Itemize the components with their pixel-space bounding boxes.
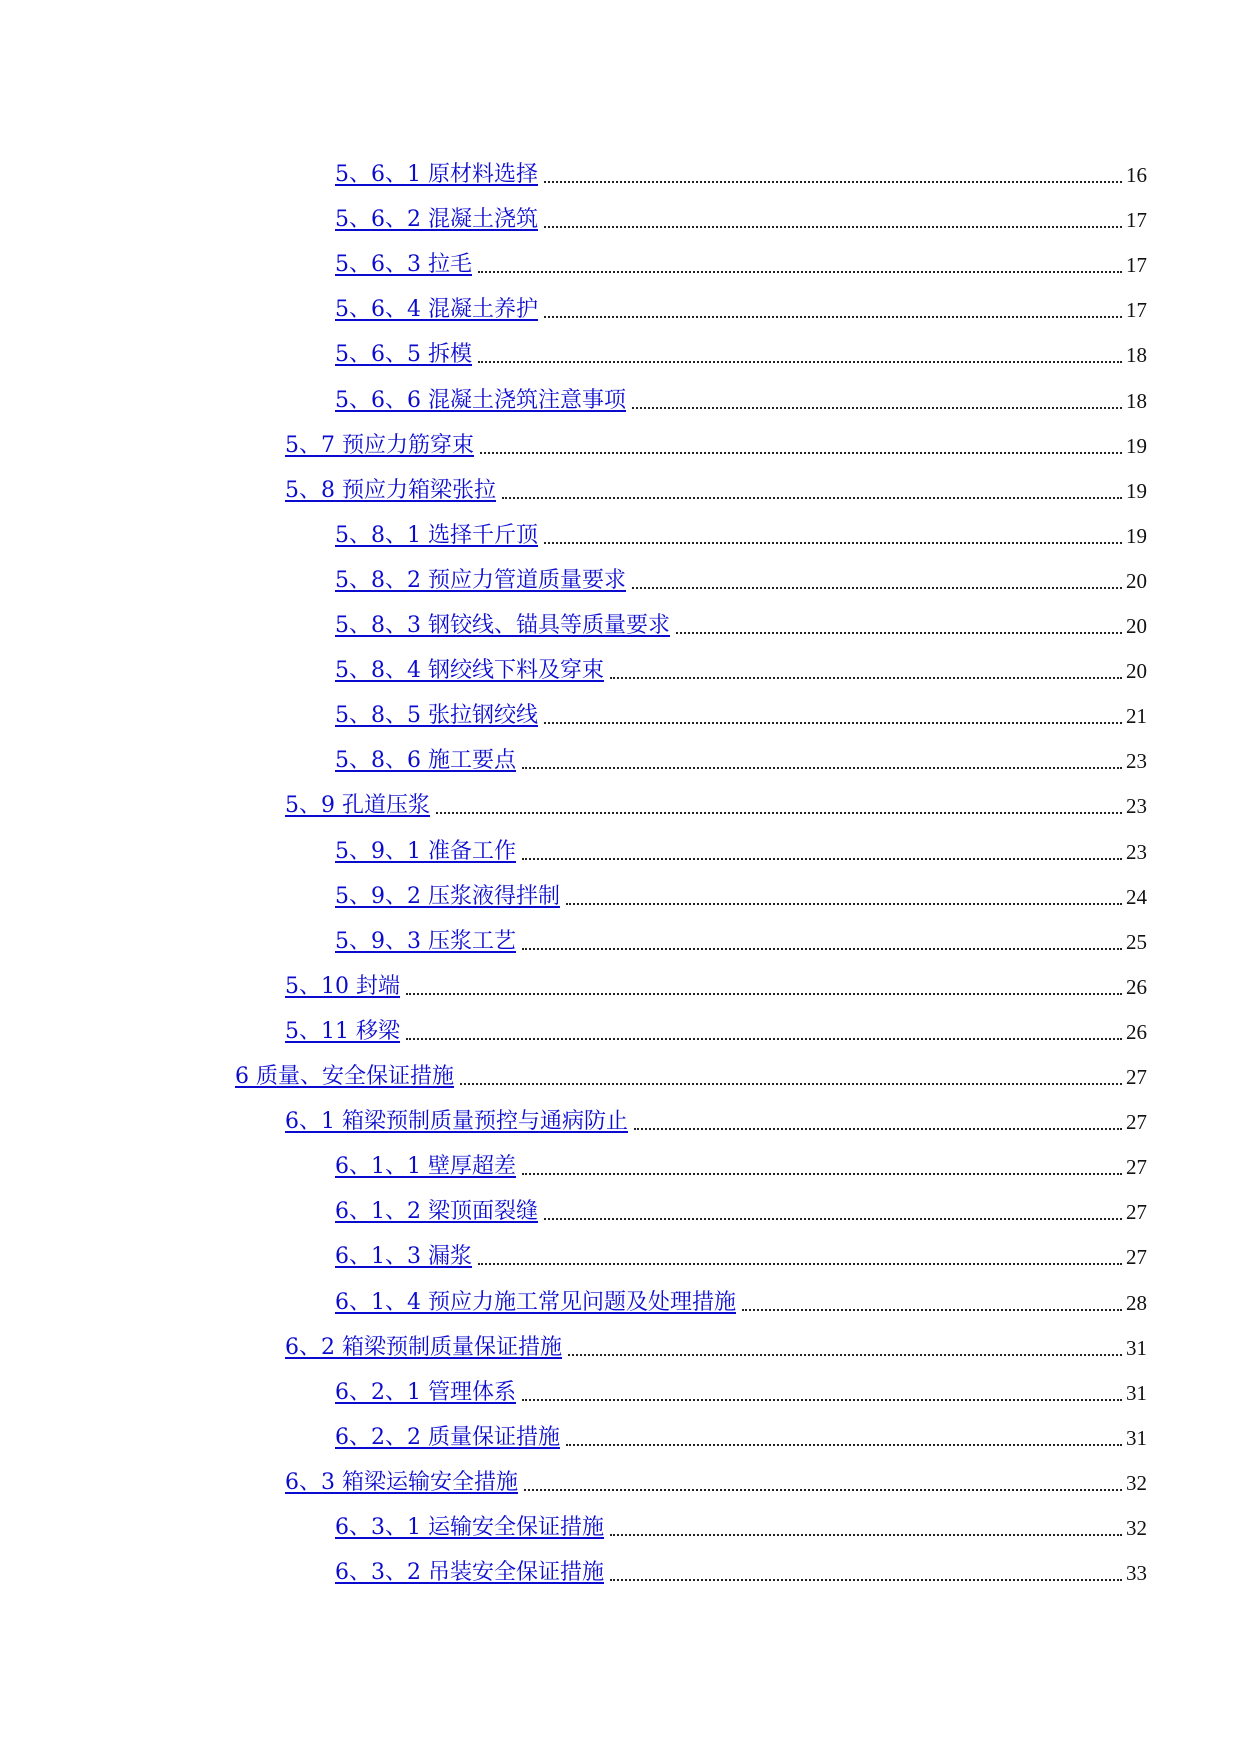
dot-leader bbox=[544, 1217, 1122, 1220]
toc-entry[interactable] bbox=[285, 1456, 1147, 1496]
toc-page-number: 23 bbox=[1126, 749, 1147, 774]
toc-page-number: 26 bbox=[1126, 974, 1147, 999]
dot-leader bbox=[406, 992, 1122, 995]
toc-page-number: 27 bbox=[1126, 1065, 1147, 1089]
dot-leader bbox=[676, 631, 1122, 634]
toc-entry-link[interactable]: 6、2、1 管理体系 bbox=[335, 1379, 516, 1405]
toc-page-number: 31 bbox=[1126, 1335, 1147, 1360]
toc-entry[interactable] bbox=[335, 1140, 1147, 1180]
toc-entry[interactable] bbox=[335, 1366, 1147, 1406]
toc-entry[interactable] bbox=[335, 1230, 1147, 1270]
toc-entry-link[interactable]: 5、10 封端 bbox=[285, 973, 400, 999]
toc-page-number: 32 bbox=[1126, 1516, 1147, 1540]
toc-entry-link[interactable]: 5、6、3 拉毛 bbox=[335, 252, 472, 278]
toc-entry[interactable] bbox=[335, 1185, 1147, 1225]
toc-page-number: 16 bbox=[1126, 163, 1147, 187]
toc-page-number: 33 bbox=[1126, 1561, 1147, 1586]
toc-entry[interactable] bbox=[335, 283, 1147, 323]
dot-leader bbox=[478, 360, 1122, 363]
dot-leader bbox=[478, 270, 1122, 273]
dot-leader bbox=[742, 1308, 1122, 1311]
toc-entry[interactable] bbox=[335, 915, 1147, 955]
dot-leader bbox=[568, 1353, 1122, 1356]
toc-entry-link[interactable]: 6、3、1 运输安全保证措施 bbox=[335, 1515, 604, 1540]
toc-entry[interactable] bbox=[335, 193, 1147, 233]
toc-entry[interactable] bbox=[285, 464, 1147, 504]
toc-entry[interactable] bbox=[335, 148, 1147, 188]
toc-entry-link[interactable]: 6、3、2 吊装安全保证措施 bbox=[335, 1560, 604, 1586]
dot-leader bbox=[460, 1082, 1122, 1085]
toc-entry-link[interactable]: 5、6、2 混凝土浇筑 bbox=[335, 207, 538, 233]
toc-entry-link[interactable]: 6、3 箱梁运输安全措施 bbox=[285, 1469, 518, 1495]
toc-page-number: 19 bbox=[1126, 523, 1147, 548]
toc-page-number: 32 bbox=[1126, 1470, 1147, 1495]
dot-leader bbox=[544, 541, 1122, 544]
dot-leader bbox=[502, 496, 1122, 499]
dot-leader bbox=[522, 766, 1122, 769]
toc-page-number: 20 bbox=[1126, 659, 1147, 684]
toc-entry-link[interactable]: 5、6、4 混凝土养护 bbox=[335, 297, 538, 323]
toc-entry-link[interactable]: 5、6、5 拆模 bbox=[335, 342, 472, 368]
toc-entry[interactable] bbox=[285, 1321, 1147, 1361]
toc-entry[interactable] bbox=[335, 374, 1147, 414]
toc-entry[interactable] bbox=[335, 554, 1147, 594]
toc-entry-link[interactable]: 6、1、4 预应力施工常见问题及处理措施 bbox=[335, 1289, 736, 1315]
toc-entry[interactable] bbox=[335, 509, 1147, 549]
dot-leader bbox=[544, 721, 1122, 724]
toc-entry[interactable] bbox=[335, 328, 1147, 368]
toc-page-number: 23 bbox=[1126, 794, 1147, 819]
toc-entry[interactable] bbox=[335, 599, 1147, 639]
toc-entry-link[interactable]: 5、8、6 施工要点 bbox=[335, 748, 516, 774]
toc-page-number: 26 bbox=[1126, 1019, 1147, 1044]
toc-page-number: 28 bbox=[1126, 1290, 1147, 1315]
toc-entry-link[interactable]: 5、9 孔道压浆 bbox=[285, 793, 430, 819]
toc-entry-link[interactable]: 5、7 预应力筋穿束 bbox=[285, 432, 474, 458]
dot-leader bbox=[522, 1398, 1122, 1401]
toc-page-number: 19 bbox=[1126, 478, 1147, 503]
toc-entry-link[interactable]: 5、8 预应力箱梁张拉 bbox=[285, 477, 496, 503]
toc-entry[interactable] bbox=[285, 779, 1147, 819]
toc-page-number: 20 bbox=[1126, 568, 1147, 593]
toc-page-number: 25 bbox=[1126, 929, 1147, 954]
toc-entry-link[interactable]: 5、9、1 准备工作 bbox=[335, 838, 516, 864]
toc-page-number: 27 bbox=[1126, 1155, 1147, 1180]
toc-entry[interactable] bbox=[285, 419, 1147, 459]
toc-page-number: 27 bbox=[1126, 1200, 1147, 1225]
toc-entry[interactable] bbox=[335, 1411, 1147, 1451]
toc-entry-link[interactable]: 5、6、6 混凝土浇筑注意事项 bbox=[335, 387, 626, 413]
toc-page-number: 20 bbox=[1126, 614, 1147, 638]
toc-entry[interactable] bbox=[335, 1501, 1147, 1541]
dot-leader bbox=[632, 406, 1122, 409]
toc-entry-link[interactable]: 6、1、1 壁厚超差 bbox=[335, 1154, 516, 1180]
toc-entry-link[interactable]: 5、11 移梁 bbox=[285, 1018, 400, 1044]
dot-leader bbox=[544, 180, 1122, 183]
dot-leader bbox=[522, 947, 1122, 950]
toc-entry-link[interactable]: 6 质量、安全保证措施 bbox=[235, 1064, 454, 1089]
dot-leader bbox=[634, 1127, 1122, 1130]
toc-entry[interactable] bbox=[285, 1005, 1147, 1045]
toc-page-number: 18 bbox=[1126, 343, 1147, 368]
toc-entry-link[interactable]: 5、8、4 钢绞线下料及穿束 bbox=[335, 658, 604, 684]
toc-entry-link[interactable]: 5、9、2 压浆液得拌制 bbox=[335, 883, 560, 909]
dot-leader bbox=[610, 676, 1122, 679]
dot-leader bbox=[610, 1578, 1122, 1581]
toc-entry-link[interactable]: 5、6、1 原材料选择 bbox=[335, 162, 538, 187]
toc-entry[interactable] bbox=[285, 960, 1147, 1000]
toc-entry[interactable] bbox=[335, 644, 1147, 684]
dot-leader bbox=[478, 1262, 1122, 1265]
dot-leader bbox=[544, 315, 1122, 318]
toc-page-number: 17 bbox=[1126, 298, 1147, 323]
toc-entry-link[interactable]: 6、1、3 漏浆 bbox=[335, 1244, 472, 1270]
dot-leader bbox=[480, 451, 1122, 454]
toc-page-number: 31 bbox=[1126, 1425, 1147, 1450]
toc-page-number: 27 bbox=[1126, 1110, 1147, 1135]
toc-entry-link[interactable]: 5、8、3 钢铰线、锚具等质量要求 bbox=[335, 613, 670, 638]
toc-page-number: 24 bbox=[1126, 884, 1147, 909]
toc-entry[interactable] bbox=[335, 734, 1147, 774]
dot-leader bbox=[610, 1533, 1122, 1536]
toc-page-number: 18 bbox=[1126, 388, 1147, 413]
toc-entry[interactable] bbox=[335, 1546, 1147, 1586]
dot-leader bbox=[522, 857, 1122, 860]
toc-entry[interactable] bbox=[335, 870, 1147, 910]
dot-leader bbox=[544, 225, 1122, 228]
toc-page-number: 19 bbox=[1126, 433, 1147, 458]
dot-leader bbox=[436, 811, 1122, 814]
toc-page-number: 17 bbox=[1126, 253, 1147, 278]
toc-entry[interactable] bbox=[335, 238, 1147, 278]
toc-entry-link[interactable]: 5、8、1 选择千斤顶 bbox=[335, 522, 538, 548]
dot-leader bbox=[566, 1443, 1122, 1446]
toc-entry-link[interactable]: 6、2、2 质量保证措施 bbox=[335, 1424, 560, 1450]
toc-entry-link[interactable]: 5、8、2 预应力管道质量要求 bbox=[335, 567, 626, 593]
dot-leader bbox=[522, 1172, 1122, 1175]
dot-leader bbox=[566, 902, 1122, 905]
toc-entry[interactable] bbox=[335, 825, 1147, 865]
toc-entry[interactable] bbox=[235, 1050, 1147, 1090]
toc-entry-link[interactable]: 5、9、3 压浆工艺 bbox=[335, 928, 516, 954]
toc-entry[interactable] bbox=[335, 689, 1147, 729]
toc-page-number: 21 bbox=[1126, 704, 1147, 729]
toc-page-number: 17 bbox=[1126, 208, 1147, 233]
toc-entry[interactable] bbox=[285, 1095, 1147, 1135]
dot-leader bbox=[524, 1488, 1122, 1491]
toc-page-number: 27 bbox=[1126, 1245, 1147, 1270]
dot-leader bbox=[406, 1037, 1122, 1040]
toc-page-number: 23 bbox=[1126, 839, 1147, 864]
toc-entry[interactable] bbox=[335, 1276, 1147, 1316]
toc-entry-link[interactable]: 6、1 箱梁预制质量预控与通病防止 bbox=[285, 1109, 628, 1135]
toc-page-number: 31 bbox=[1126, 1380, 1147, 1405]
toc-entry-link[interactable]: 6、1、2 梁顶面裂缝 bbox=[335, 1199, 538, 1225]
toc-entry-link[interactable]: 5、8、5 张拉钢绞线 bbox=[335, 703, 538, 729]
toc-entry-link[interactable]: 6、2 箱梁预制质量保证措施 bbox=[285, 1334, 562, 1360]
dot-leader bbox=[632, 586, 1122, 589]
